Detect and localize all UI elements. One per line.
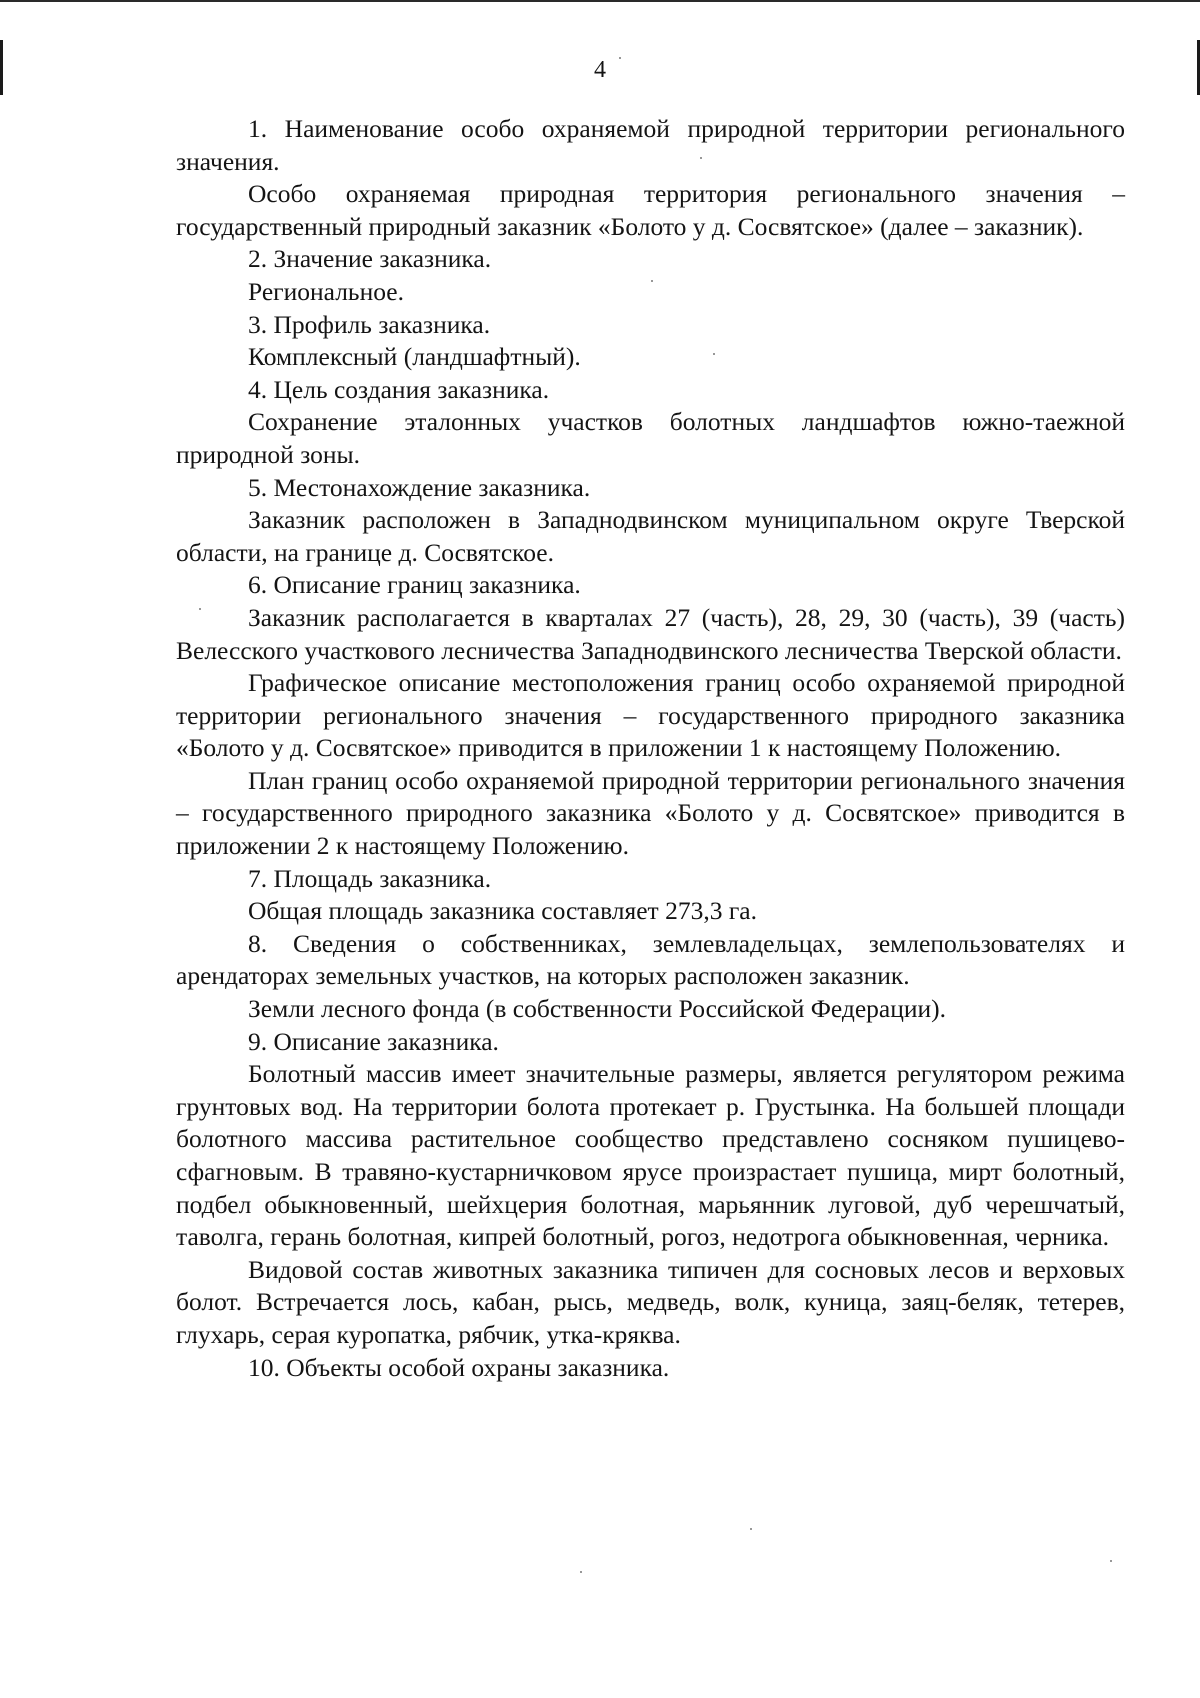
section-5-heading: 5. Местонахождение заказника. [248, 472, 591, 502]
scan-speck [750, 1528, 752, 1530]
scan-border-top [0, 0, 1200, 2]
section-5-text: Заказник расположен в Западнодвинском муниципальном округе Тверской области, на границе д. Сосвятское. [176, 505, 1125, 567]
section-8-heading: 8. Сведения о собственниках, землевладельцах, землепользователях и арендаторах земельных участков, на которых расположен заказник. [176, 928, 1125, 991]
section-3-text: Комплексный (ландшафтный). [248, 342, 581, 372]
page-number: 4 [594, 57, 606, 83]
section-1-heading: 1. Наименование особо охраняемой природной территории регионального значения. [176, 114, 1125, 176]
section-8-text: Земли лесного фонда (в собственности Российской Федерации). [248, 994, 947, 1024]
scan-speck [651, 280, 653, 282]
section-6-boundary-plan: План границ особо охраняемой природной территории регионального значения – государственного природного заказника «Болото у д. Сосвятское» приводится в приложении 2 к настоящему Положению. [176, 765, 1125, 861]
section-7-heading: 7. Площадь заказника. [248, 863, 492, 893]
section-9-fauna-text: Видовой состав животных заказника типичен для сосновых лесов и верховых болот. Встречается лось, кабан, рысь, медведь, волк, куница, заяц-беляк, тетерев, глухарь, серая куропатка, рябчик, утка-кряква. [176, 1254, 1125, 1349]
section-10-heading: 10. Объекты особой охраны заказника. [248, 1352, 670, 1382]
scan-speck [1110, 1560, 1112, 1562]
section-6-graphic-description: Графическое описание местоположения границ особо охраняемой природной территории регионального значения – государственного природного заказника «Болото у д. Сосвятское» приводится в приложении 1 к настоящему Положению. [176, 668, 1125, 763]
document-body [176, 113, 1125, 1384]
section-1-text: Особо охраняемая природная территория регионального значения – государственный природный заказник «Болото у д. Сосвятское» (далее – заказник). [176, 179, 1125, 241]
scan-speck [700, 157, 702, 159]
section-9-heading: 9. Описание заказника. [248, 1026, 499, 1056]
scan-speck [580, 1571, 582, 1573]
section-6-text: Заказник располагается в кварталах 27 (часть), 28, 29, 30 (часть), 39 (часть) Велесского участкового лесничества Западнодвинского лесничества Тверской области. [176, 602, 1125, 665]
scan-speck [713, 353, 715, 355]
section-4-text: Сохранение эталонных участков болотных ландшафтов южно-таежной природной зоны. [176, 407, 1125, 469]
section-2-heading: 2. Значение заказника. [248, 244, 492, 274]
scan-speck [619, 57, 621, 59]
section-7-text: Общая площадь заказника составляет 273,3 га. [248, 896, 757, 926]
section-2-text: Региональное. [248, 276, 404, 306]
section-4-heading: 4. Цель создания заказника. [248, 374, 550, 404]
section-6-heading: 6. Описание границ заказника. [248, 570, 581, 600]
scan-speck [199, 608, 201, 610]
section-9-flora-text: Болотный массив имеет значительные размеры, является регулятором режима грунтовых вод. На территории болота протекает р. Грустынка. На большей площади болотного массива растительное сообщество представлено сосняком пушицево-сфагновым. В травяно-кустарничковом ярусе произрастает пушица, мирт болотный, подбел обыкновенный, шейхцерия болотная, марьянник луговой, дуб черешчатый, таволга, герань болотная, кипрей болотный, рогоз, недотрога обыкновенная, черника. [176, 1059, 1125, 1252]
section-3-heading: 3. Профиль заказника. [248, 309, 491, 339]
